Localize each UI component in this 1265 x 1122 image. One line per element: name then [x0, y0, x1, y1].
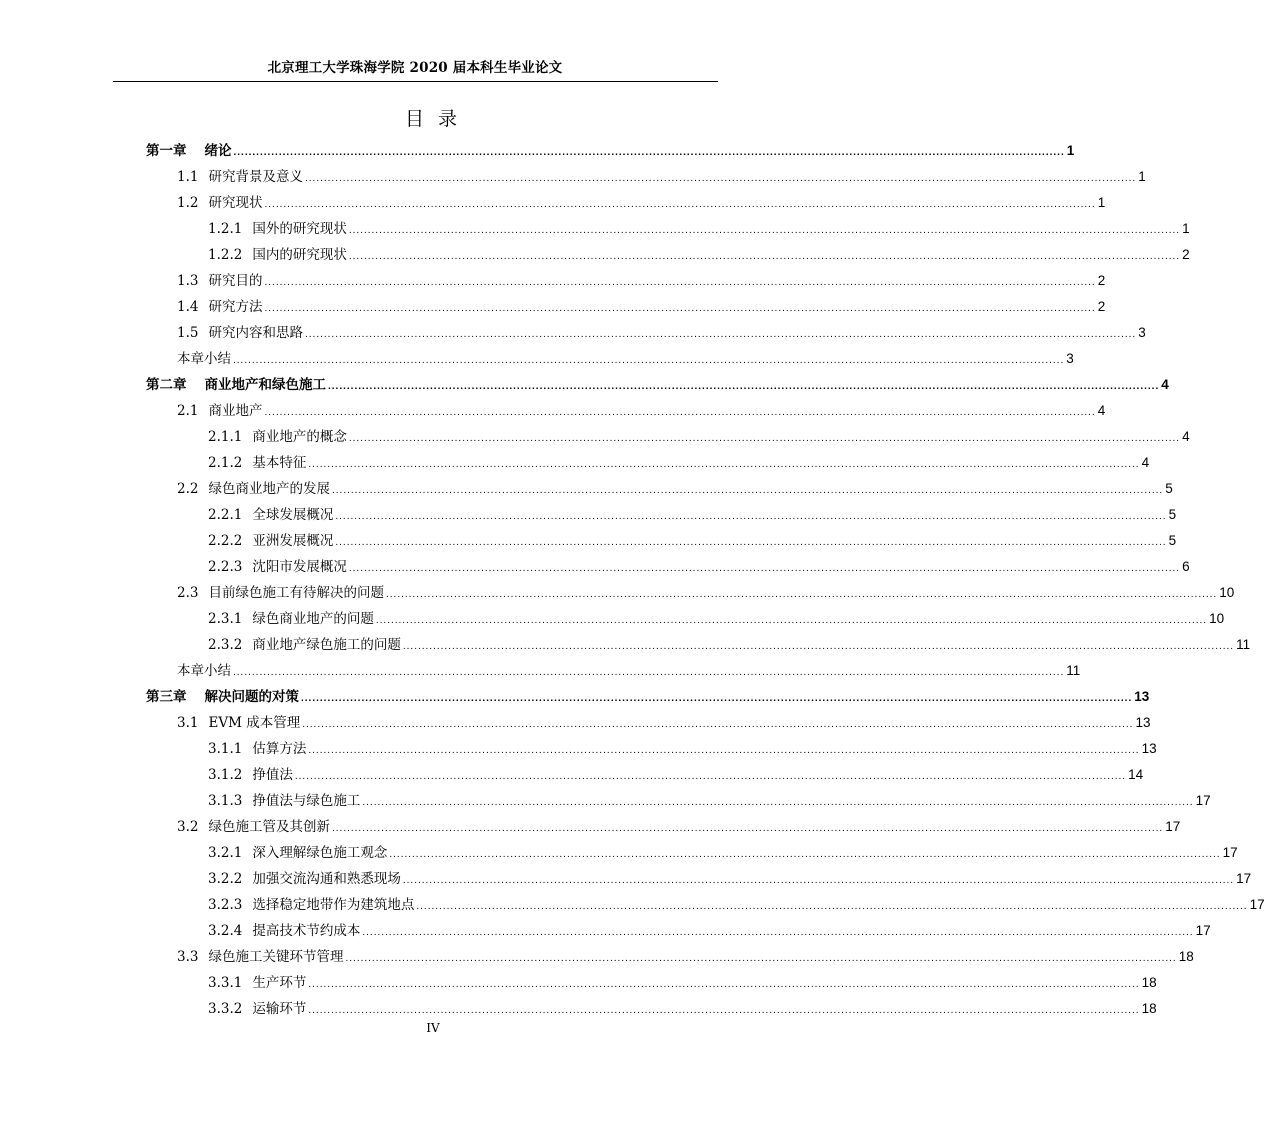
toc-leader-dots: ............................................................................................................................................................................................................................ [233, 355, 1065, 366]
toc-entry-page: 3 [1066, 351, 1074, 366]
toc-entry-page: 6 [1182, 559, 1190, 574]
toc-entry-page: 1 [1138, 169, 1146, 184]
toc-entry-label [177, 272, 262, 290]
toc-leader-dots: ............................................................................................................................................................................................................................ [331, 485, 1164, 496]
toc-entry-page: 17 [1195, 793, 1211, 808]
toc-leader-dots: ............................................................................................................................................................................................................................ [402, 641, 1235, 652]
toc-entry-number: 1.2.1 [208, 221, 243, 237]
toc-entry-page: 18 [1141, 1001, 1157, 1016]
toc-entry-page: 5 [1165, 481, 1173, 496]
toc-entry[interactable] [146, 420, 1190, 446]
toc-entry[interactable] [146, 524, 1177, 550]
toc-entry-page: 17 [1165, 819, 1181, 834]
toc-entry-number: 3.3 [177, 949, 199, 965]
toc-entry-number: 1.2 [177, 195, 199, 211]
toc-entry-page: 1 [1182, 221, 1190, 236]
toc-leader-dots: ............................................................................................................................................................................................................................ [304, 173, 1137, 184]
toc-entry-title: 绿色施工管及其创新 [208, 819, 330, 835]
toc-leader-dots: ............................................................................................................................................................................................................................ [402, 875, 1235, 886]
toc-entry-page: 17 [1236, 871, 1252, 886]
toc-leader-dots: ............................................................................................................................................................................................................................ [348, 225, 1181, 236]
toc-entry-label [208, 1000, 306, 1018]
toc-entry-label [208, 636, 401, 654]
toc-entry[interactable] [146, 654, 1081, 680]
toc-entry[interactable] [146, 784, 1211, 810]
toc-entry-title: 加强交流沟通和熟悉现场 [252, 871, 401, 887]
toc-entry[interactable] [146, 732, 1157, 758]
toc-entry-title: 国内的研究现状 [252, 247, 347, 263]
toc-leader-dots: ............................................................................................................................................................................................................................ [389, 849, 1221, 860]
toc-entry-title: 选择稳定地带作为建筑地点 [252, 897, 415, 913]
toc-entry-title: 本章小结 [177, 351, 231, 367]
toc-entry[interactable] [146, 862, 1252, 888]
toc-leader-dots: ............................................................................................................................................................................................................................ [328, 381, 1160, 392]
toc-entry-page: 13 [1134, 689, 1150, 704]
toc-entry-number: 3.3.1 [208, 975, 243, 991]
toc-entry-page: 4 [1097, 403, 1106, 418]
toc-entry-label [208, 792, 360, 810]
toc-entry[interactable] [146, 212, 1190, 238]
toc-entry-page: 5 [1168, 533, 1177, 548]
toc-entry-number: 3.2 [177, 819, 199, 835]
toc-entry[interactable] [146, 576, 1235, 602]
toc-entry-number: 2.3 [177, 585, 199, 601]
toc-entry-title: 估算方法 [252, 741, 307, 757]
toc-entry[interactable] [146, 966, 1157, 992]
toc-entry-title: 国外的研究现状 [252, 221, 347, 237]
toc-entry-label [177, 584, 384, 602]
toc-leader-dots: ............................................................................................................................................................................................................................ [308, 979, 1140, 990]
toc-leader-dots: ............................................................................................................................................................................................................................ [308, 745, 1140, 756]
toc-entry[interactable] [146, 628, 1251, 654]
toc-entry-number: 2.3.1 [208, 611, 243, 627]
toc-entry-title: 目前绿色施工有待解决的问题 [208, 585, 384, 601]
toc-entry-label [177, 298, 262, 316]
page-number: IV [426, 1021, 440, 1035]
toc-entry-label [208, 896, 414, 914]
toc-entry-page: 18 [1178, 949, 1194, 964]
toc-entry[interactable] [146, 342, 1074, 368]
toc-entry-title: 深入理解绿色施工观念 [252, 845, 388, 861]
toc-entry-title: 研究方法 [208, 299, 263, 315]
toc-entry-title: 提高技术节约成本 [252, 923, 361, 939]
toc-entry[interactable] [146, 264, 1106, 290]
toc-entry-number: 2.2.3 [208, 559, 243, 575]
toc-entry-title: 绿色商业地产的问题 [252, 611, 374, 627]
toc-entry-title: 研究目的 [208, 273, 263, 289]
toc-entry[interactable] [146, 940, 1194, 966]
toc-entry-title: 研究背景及意义 [208, 169, 303, 185]
toc-leader-dots: ............................................................................................................................................................................................................................ [335, 537, 1167, 548]
toc-entry-title: 亚洲发展概况 [252, 533, 334, 549]
toc-entry[interactable] [146, 446, 1150, 472]
toc-entry-page: 14 [1128, 767, 1144, 782]
toc-entry-number: 1.3 [177, 273, 199, 289]
toc-leader-dots: ............................................................................................................................................................................................................................ [264, 407, 1096, 418]
toc-entry-title: 绪论 [204, 143, 232, 159]
toc-entry[interactable] [146, 160, 1146, 186]
toc-entry-label [177, 662, 231, 680]
toc-entry-label [208, 974, 306, 992]
toc-entry-title: 本章小结 [177, 663, 231, 679]
toc-entry-number: 2.2 [177, 481, 199, 497]
toc-entry-label [208, 766, 293, 784]
toc-entry[interactable] [146, 394, 1106, 420]
toc-entry-label [208, 870, 401, 888]
toc-leader-dots: ............................................................................................................................................................................................................................ [348, 251, 1181, 262]
toc-entry-title: 商业地产 [208, 403, 263, 419]
toc-entry-label [208, 506, 333, 524]
toc-entry-number: 1.4 [177, 299, 199, 315]
toc-entry-number: 3.2.4 [208, 923, 243, 939]
toc-entry-page: 13 [1141, 741, 1157, 756]
toc-leader-dots: ............................................................................................................................................................................................................................ [416, 901, 1248, 912]
toc-entry-number: 2.3.2 [208, 637, 243, 653]
toc-entry-label [208, 428, 347, 446]
toc-entry-label [177, 714, 300, 732]
toc-entry[interactable] [146, 836, 1238, 862]
toc-entry[interactable] [146, 550, 1190, 576]
toc-entry-title: 绿色施工关键环节管理 [208, 949, 344, 965]
toc-leader-dots: ............................................................................................................................................................................................................................ [233, 147, 1065, 158]
toc-leader-dots: ............................................................................................................................................................................................................................ [348, 433, 1181, 444]
toc-entry-label [208, 610, 374, 628]
running-header: 北京理工大学珠海学院 2020 届本科生毕业论文 [267, 60, 563, 76]
toc-entry-label [208, 740, 306, 758]
toc-entry-label [146, 376, 326, 394]
toc-entry-number: 3.1 [177, 715, 199, 731]
toc-entry-label [208, 844, 387, 862]
toc-entry[interactable] [146, 472, 1173, 498]
toc-entry-title: 运输环节 [252, 1001, 307, 1017]
toc-entry-page: 13 [1135, 715, 1151, 730]
toc-entry[interactable] [146, 602, 1225, 628]
toc-entry-number: 3.2.2 [208, 871, 243, 887]
toc-entry[interactable] [146, 316, 1146, 342]
toc-entry-page: 4 [1161, 377, 1169, 392]
toc-entry-label [208, 454, 306, 472]
toc-entry-number: 2.2.1 [208, 507, 243, 523]
toc-entry-page: 3 [1138, 325, 1146, 340]
toc-entry-page: 2 [1182, 247, 1190, 262]
toc-title: 目 录 [404, 108, 462, 130]
toc-entry[interactable] [146, 498, 1177, 524]
toc-entry-number: 第一章 [146, 143, 187, 159]
toc-entry-number: 1.1 [177, 169, 199, 185]
toc-leader-dots: ............................................................................................................................................................................................................................ [335, 511, 1167, 522]
toc-entry-page: 2 [1097, 299, 1106, 314]
toc-entry-page: 5 [1168, 507, 1177, 522]
toc-entry-title: 绿色商业地产的发展 [208, 481, 330, 497]
toc-leader-dots: ............................................................................................................................................................................................................................ [304, 329, 1137, 340]
toc-entry-number: 2.1.2 [208, 455, 243, 471]
toc-entry-label [177, 948, 343, 966]
toc-entry-label [177, 194, 262, 212]
toc-entry-label [177, 324, 303, 342]
toc-leader-dots: ............................................................................................................................................................................................................................ [301, 693, 1133, 704]
toc-entry-title: 基本特征 [252, 455, 307, 471]
table-of-contents [146, 134, 1265, 1018]
toc-entry-label [177, 350, 231, 368]
toc-entry-label [208, 246, 347, 264]
toc-leader-dots: ............................................................................................................................................................................................................................ [348, 563, 1181, 574]
toc-leader-dots: ............................................................................................................................................................................................................................ [302, 719, 1134, 730]
toc-entry-title: 商业地产绿色施工的问题 [252, 637, 401, 653]
toc-entry-label [177, 818, 330, 836]
toc-leader-dots: ............................................................................................................................................................................................................................ [294, 771, 1127, 782]
toc-entry-label [177, 402, 262, 420]
toc-leader-dots: ............................................................................................................................................................................................................................ [308, 459, 1140, 470]
toc-leader-dots: ............................................................................................................................................................................................................................ [362, 927, 1194, 938]
toc-leader-dots: ............................................................................................................................................................................................................................ [385, 589, 1218, 600]
toc-entry-page: 11 [1236, 637, 1251, 652]
toc-entry-number: 3.2.3 [208, 897, 243, 913]
toc-entry-title: 全球发展概况 [252, 507, 334, 523]
toc-entry-title: 挣值法与绿色施工 [252, 793, 361, 809]
toc-entry-number: 2.1.1 [208, 429, 243, 445]
toc-entry-title: 商业地产和绿色施工 [204, 377, 326, 393]
toc-entry-title: 生产环节 [252, 975, 307, 991]
toc-entry[interactable] [146, 134, 1075, 160]
toc-entry[interactable] [146, 810, 1181, 836]
toc-entry-label [146, 142, 232, 160]
toc-entry-title: 商业地产的概念 [252, 429, 347, 445]
toc-entry[interactable] [146, 186, 1106, 212]
toc-entry-label [208, 922, 360, 940]
toc-entry-number: 1.2.2 [208, 247, 243, 263]
toc-entry-number: 3.2.1 [208, 845, 243, 861]
toc-entry-page: 4 [1141, 455, 1150, 470]
toc-entry[interactable] [146, 706, 1151, 732]
toc-entry-label [177, 168, 303, 186]
toc-entry-number: 第二章 [146, 377, 187, 393]
toc-entry-number: 3.1.1 [208, 741, 243, 757]
toc-entry-page: 1 [1097, 195, 1106, 210]
toc-entry-page: 10 [1219, 585, 1235, 600]
toc-entry-page: 17 [1222, 845, 1238, 860]
toc-entry-title: 解决问题的对策 [204, 689, 299, 705]
toc-entry-page: 1 [1066, 143, 1075, 158]
toc-entry[interactable] [146, 238, 1190, 264]
toc-entry-page: 4 [1182, 429, 1190, 444]
toc-entry-page: 2 [1097, 273, 1106, 288]
toc-leader-dots: ............................................................................................................................................................................................................................ [362, 797, 1194, 808]
toc-entry-number: 1.5 [177, 325, 199, 341]
toc-entry-page: 18 [1141, 975, 1157, 990]
toc-entry-page: 17 [1249, 897, 1265, 912]
toc-leader-dots: ............................................................................................................................................................................................................................ [331, 823, 1164, 834]
toc-entry[interactable] [146, 992, 1157, 1018]
toc-entry-number: 3.3.2 [208, 1001, 243, 1017]
toc-entry[interactable] [146, 888, 1265, 914]
toc-entry-page: 17 [1195, 923, 1211, 938]
toc-entry[interactable] [146, 290, 1106, 316]
toc-entry-label [208, 532, 333, 550]
toc-leader-dots: ............................................................................................................................................................................................................................ [375, 615, 1208, 626]
toc-entry-title: 沈阳市发展概况 [252, 559, 347, 575]
header-rule [113, 81, 718, 82]
toc-leader-dots: ............................................................................................................................................................................................................................ [264, 199, 1096, 210]
toc-entry[interactable] [146, 914, 1211, 940]
toc-leader-dots: ............................................................................................................................................................................................................................ [264, 303, 1096, 314]
toc-entry-label [208, 220, 347, 238]
toc-entry-page: 10 [1209, 611, 1225, 626]
toc-entry-label [208, 558, 347, 576]
toc-leader-dots: ............................................................................................................................................................................................................................ [308, 1005, 1140, 1016]
toc-entry-title: 挣值法 [252, 767, 293, 783]
toc-entry-number: 第三章 [146, 689, 187, 705]
toc-entry-label [177, 480, 330, 498]
toc-leader-dots: ............................................................................................................................................................................................................................ [233, 667, 1065, 678]
toc-entry-number: 3.1.3 [208, 793, 243, 809]
toc-entry-title: EVM 成本管理 [208, 715, 301, 731]
toc-entry-number: 3.1.2 [208, 767, 243, 783]
toc-entry[interactable] [146, 680, 1150, 706]
toc-entry-number: 2.2.2 [208, 533, 243, 549]
toc-entry-page: 11 [1066, 663, 1081, 678]
toc-leader-dots: ............................................................................................................................................................................................................................ [264, 277, 1096, 288]
toc-entry-title: 研究内容和思路 [208, 325, 303, 341]
toc-entry[interactable] [146, 368, 1169, 394]
toc-entry-number: 2.1 [177, 403, 199, 419]
toc-entry-title: 研究现状 [208, 195, 263, 211]
toc-entry-label [146, 688, 299, 706]
toc-entry[interactable] [146, 758, 1144, 784]
toc-leader-dots: ............................................................................................................................................................................................................................ [345, 953, 1177, 964]
